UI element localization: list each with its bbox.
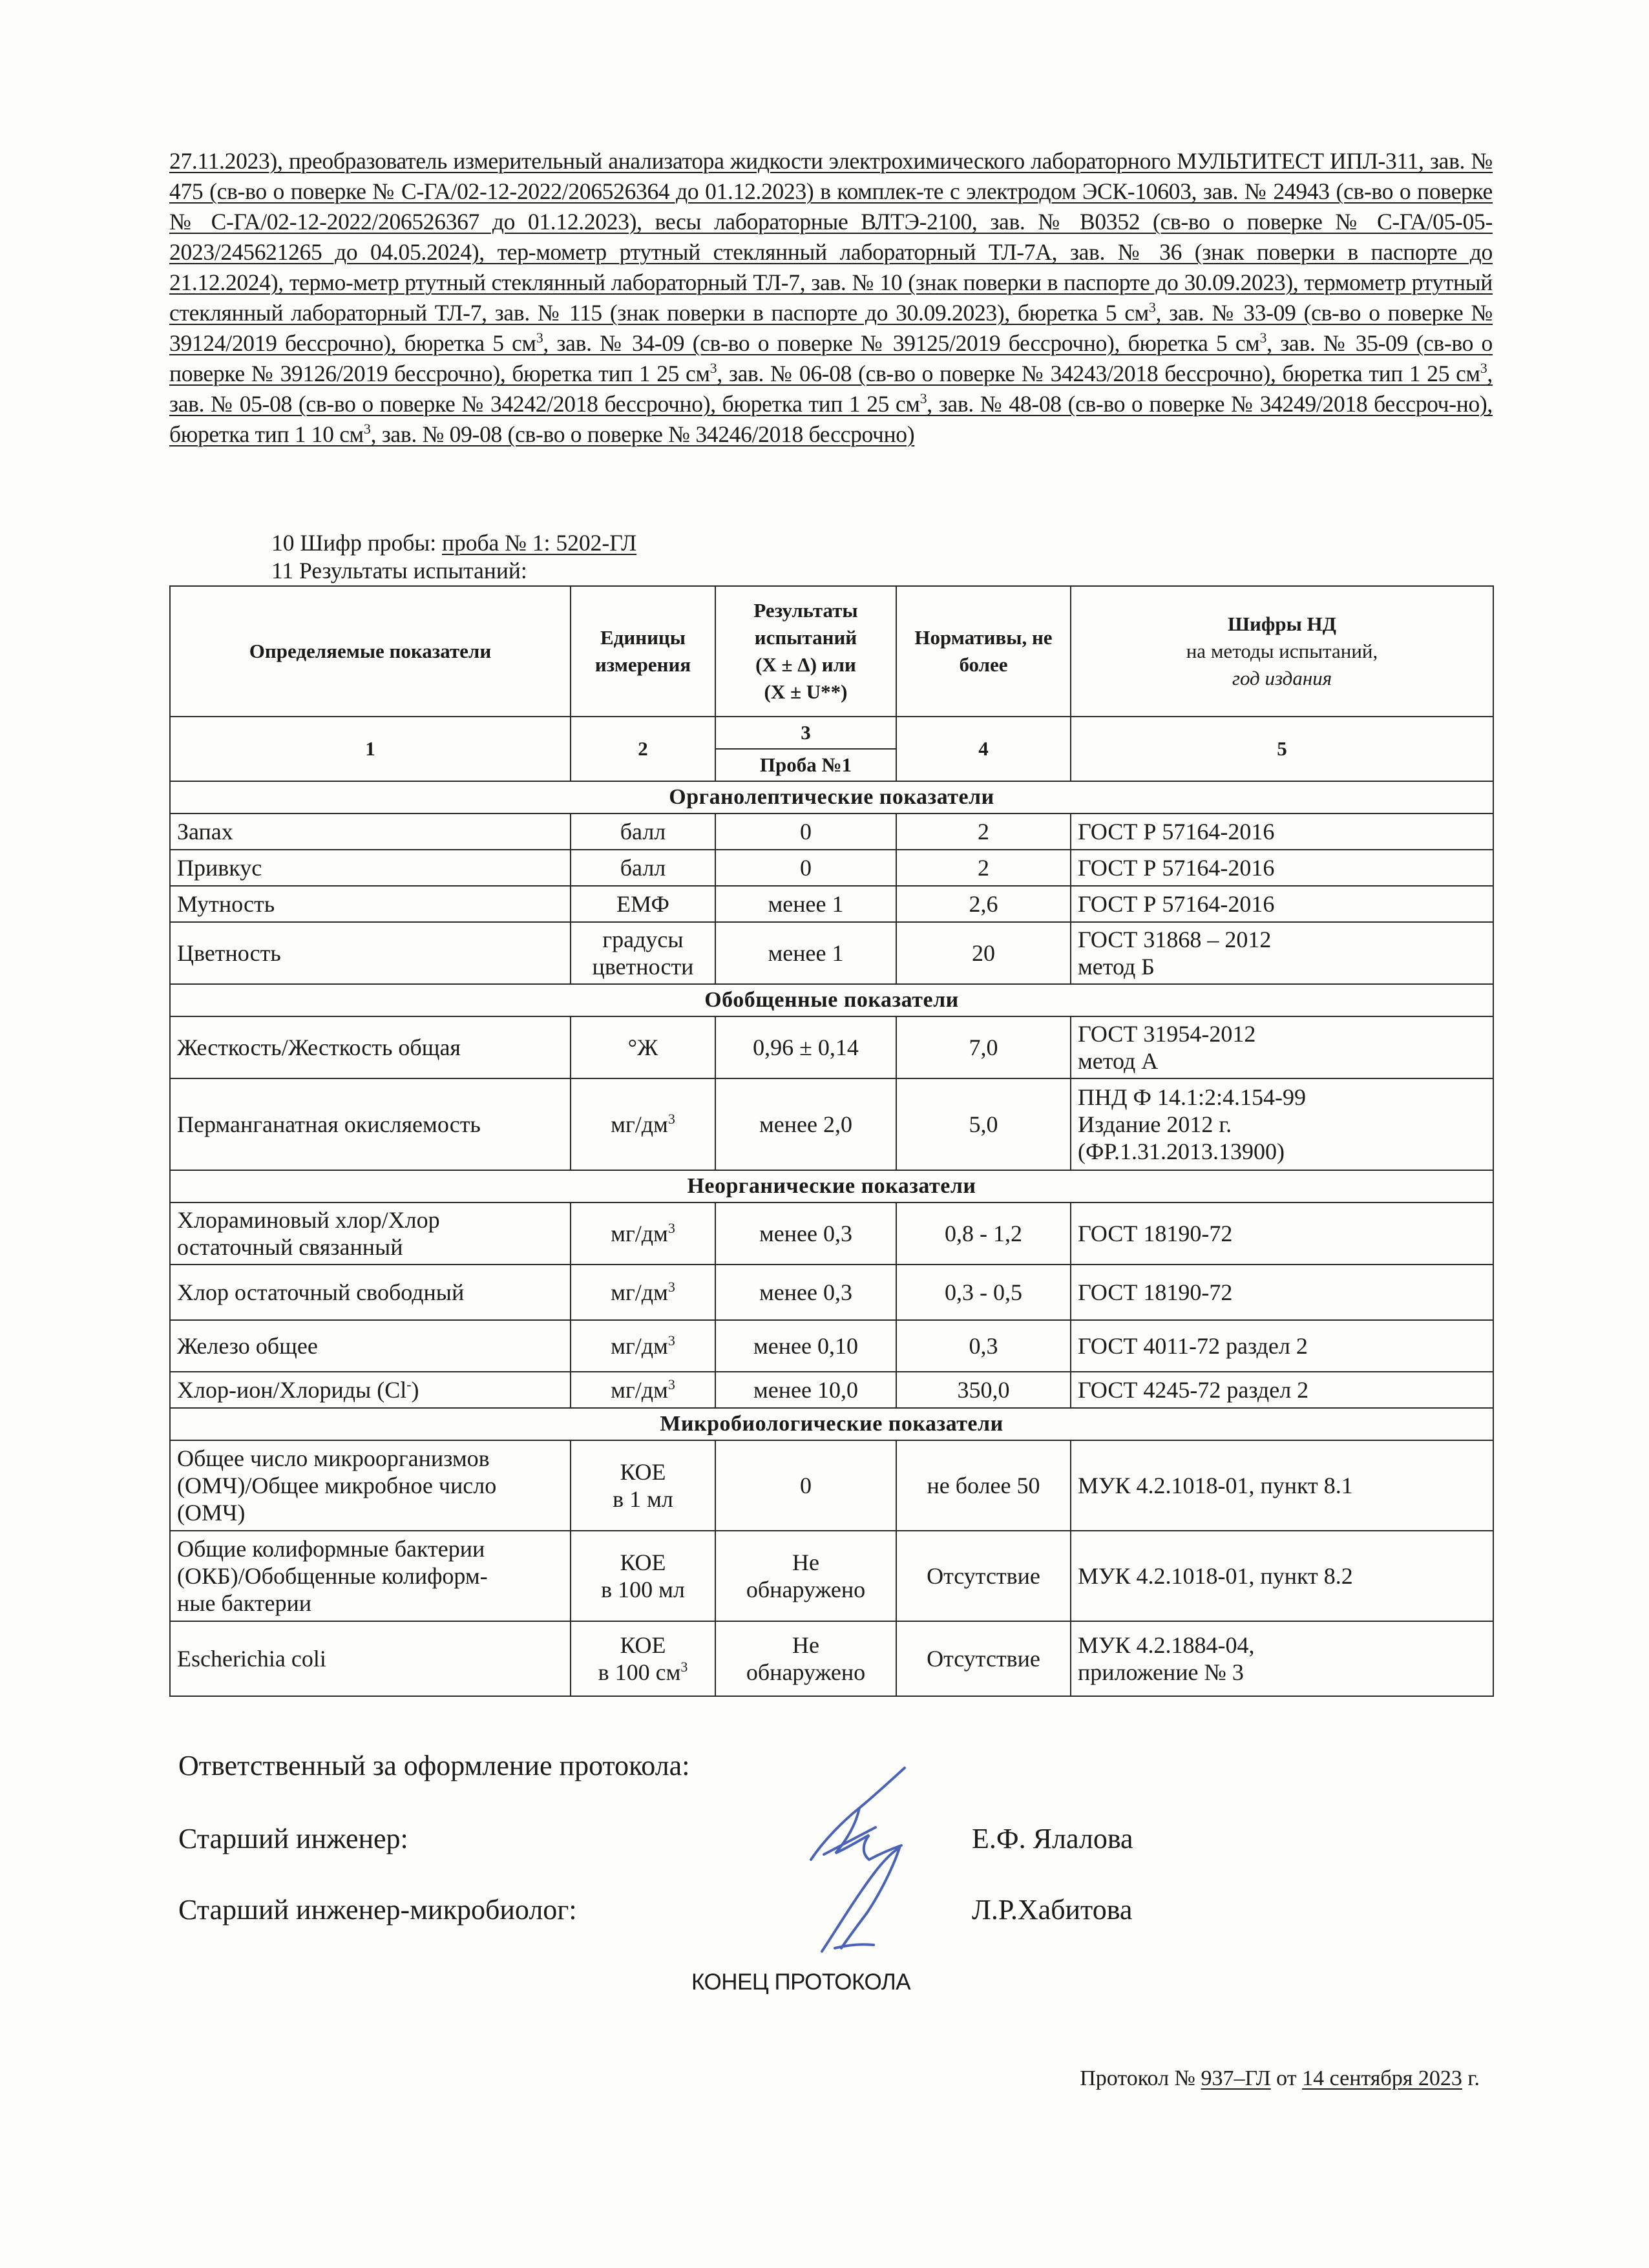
header-methods: Шифры НД на методы испытаний, год издания bbox=[1071, 586, 1493, 717]
col-number: 4 bbox=[896, 717, 1071, 781]
table-row: Привкус балл 0 2 ГОСТ Р 57164-2016 bbox=[170, 850, 1493, 886]
header-results: Результаты испытаний (X ± Δ) или (X ± U**) bbox=[715, 586, 896, 717]
signature-2-image bbox=[796, 1835, 925, 1964]
header-norms: Нормативы, не более bbox=[896, 586, 1071, 717]
column-numbers-row bbox=[170, 717, 1493, 749]
section-row: Органолептические показатели bbox=[170, 781, 1493, 814]
results-table bbox=[169, 585, 1494, 1697]
header-units: Единицы измерения bbox=[571, 586, 715, 717]
table-row: Хлораминовый хлор/Хлор остаточный связанный $мг/дм^3$ менее 0,3 0,8 - 1,2 ГОСТ 18190-72 bbox=[170, 1202, 1493, 1265]
role-senior-engineer: Старший инженер: bbox=[178, 1823, 408, 1854]
name-microbiologist: Л.Р.Хабитова bbox=[972, 1894, 1133, 1926]
table-row: Хлор-ион/Хлориды (Cl-) $мг/дм^3$ менее 10,0 350,0 ГОСТ 4245-72 раздел 2 bbox=[170, 1372, 1493, 1408]
header-row bbox=[170, 586, 1493, 717]
role-microbiologist: Старший инженер-микробиолог: bbox=[178, 1894, 577, 1926]
col-number: 5 bbox=[1071, 717, 1493, 781]
equipment-paragraph: 27.11.2023), преобразователь измерительный анализатора жидкости электрохимического лабораторного МУЛЬТИТЕСТ ИПЛ-311, зав. № 475 (св-во о поверке № С-ГА/02-12-2022/206526364 до 01.12.2023) в комплек-те с электродом ЭСК-10603, зав. № 24943 (св-во о поверке № С-ГА/02-12-2022/206526367 до 01.12.2023), весы лабораторные ВЛТЭ-2100, зав. № B0352 (св-во о поверке № С-ГА/05-05-2023/245621265 до 04.05.2024), тер-мометр ртутный стеклянный лабораторный ТЛ-7А, зав. № 36 (знак поверки в паспорте до 21.12.2024), термо-метр ртутный стеклянный лабораторный ТЛ-7, зав. № 10 (знак поверки в паспорте до 30.09.2023), термометр ртутный стеклянный лабораторный ТЛ-7, зав. № 115 (знак поверки в паспорте до 30.09.2023), бюретка 5 $см^3$, зав. № 33-09 (св-во о поверке № 39124/2019 бессрочно), бюретка 5 $см^3$, зав. № 34-09 (св-во о поверке № 39125/2019 бессрочно), бюретка 5 $см^3$, зав. № 35-09 (св-во о поверке № 39126/2019 бессрочно), бюретка тип 1 25 $см^3$, зав. № 06-08 (св-во о поверке № 34243/2018 бессрочно), бюретка тип 1 25 $см^3$, зав. № 05-08 (св-во о поверке № 34242/2018 бессрочно), бюретка тип 1 25 $см^3$, зав. № 48-08 (св-во о поверке № 34249/2018 бессроч-но), бюретка тип 1 10 $см^3$, зав. № 09-08 (св-во о поверке № 34246/2018 бессрочно) bbox=[169, 148, 1493, 447]
sample-code-value: проба № 1: 5202-ГЛ bbox=[441, 530, 637, 556]
col-number: 2 bbox=[571, 717, 715, 781]
table-row: Мутность ЕМФ менее 1 2,6 ГОСТ Р 57164-2016 bbox=[170, 886, 1493, 922]
table-row: Общее число микроорганизмов (ОМЧ)/Общее микробное число (ОМЧ) КОЕ в 1 мл 0 не более 50 МУК 4.2.1018-01, пункт 8.1 bbox=[170, 1440, 1493, 1531]
table-row: Перманганатная окисляемость $мг/дм^3$ менее 2,0 5,0 ПНД Ф 14.1:2:4.154-99 Издание 2012 г. (ФР.1.31.2013.13900) bbox=[170, 1078, 1493, 1170]
responsible-title: Ответственный за оформление протокола: bbox=[178, 1750, 690, 1781]
signature-2-stroke bbox=[822, 1848, 899, 1951]
results-heading: 11 Результаты испытаний: bbox=[271, 558, 527, 583]
table-row: Запах балл 0 2 ГОСТ Р 57164-2016 bbox=[170, 814, 1493, 850]
end-of-protocol: КОНЕЦ ПРОТОКОЛА bbox=[691, 1969, 911, 1995]
table-row: Цветность градусы цветности менее 1 20 ГОСТ 31868 – 2012 метод Б bbox=[170, 922, 1493, 984]
table-row: Железо общее $мг/дм^3$ менее 0,10 0,3 ГОСТ 4011-72 раздел 2 bbox=[170, 1320, 1493, 1372]
sample-code-line: 10 Шифр пробы: проба № 1: 5202-ГЛ bbox=[271, 530, 637, 556]
section-row: Обобщенные показатели bbox=[170, 984, 1493, 1016]
table-row: Escherichia coli КОЕ в 100 $см^3$ Не обнаружено Отсутствие МУК 4.2.1884-04, приложение № 3 bbox=[170, 1621, 1493, 1696]
col-number: 3 bbox=[715, 717, 896, 749]
header-indicators: Определяемые показатели bbox=[170, 586, 571, 717]
section-row: Микробиологические показатели bbox=[170, 1408, 1493, 1440]
table-row: Хлор остаточный свободный $мг/дм^3$ менее 0,3 0,3 - 0,5 ГОСТ 18190-72 bbox=[170, 1265, 1493, 1320]
sample-label: Проба №1 bbox=[715, 749, 896, 781]
footer-protocol-ref: Протокол № 937–ГЛ от 14 сентября 2023 г. bbox=[1080, 2066, 1480, 2090]
section-row: Неорганические показатели bbox=[170, 1170, 1493, 1202]
name-senior-engineer: Е.Ф. Ялалова bbox=[972, 1823, 1133, 1854]
table-row: Общие колиформные бактерии (ОКБ)/Обобщенные колиформ- ные бактерии КОЕ в 100 мл Не обнаружено Отсутствие МУК 4.2.1018-01, пункт 8.2 bbox=[170, 1531, 1493, 1621]
col-number: 1 bbox=[170, 717, 571, 781]
table-row: Жесткость/Жесткость общая °Ж 0,96 ± 0,14 7,0 ГОСТ 31954-2012 метод А bbox=[170, 1016, 1493, 1078]
